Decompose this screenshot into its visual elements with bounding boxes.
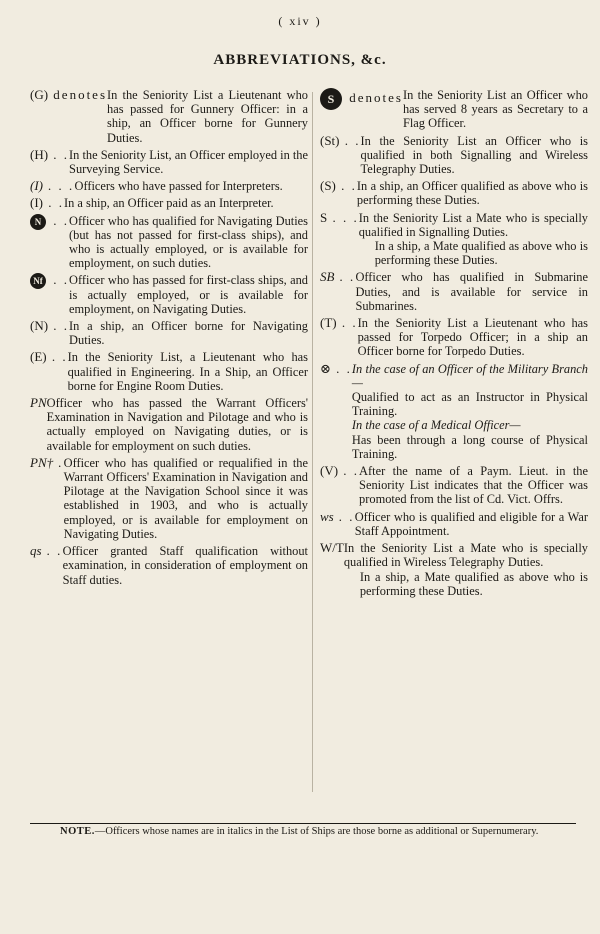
leader-dots: . xyxy=(53,454,64,470)
abbreviation-entry xyxy=(30,350,308,393)
abbreviation-symbol xyxy=(30,148,69,176)
leader-dots: . . xyxy=(336,315,358,331)
description-paragraph: Officer who has qualified for Navigating Duties (but has not passed for first-class ships), and who is actually employed, or is available for employment, on such duties. xyxy=(69,213,308,271)
circled-symbol: S xyxy=(320,88,342,110)
description-paragraph: In the Seniority List a Mate who is specially qualified in Signalling Duties. xyxy=(358,210,588,239)
leader-dots: . . xyxy=(330,360,352,376)
abbreviation-entry xyxy=(30,396,308,453)
leader-dots: . . xyxy=(41,543,63,559)
description-paragraph: Qualified to act as an Instructor in Physical Training. xyxy=(351,390,588,419)
footnote-rule xyxy=(30,823,576,824)
column-divider xyxy=(312,92,313,792)
abbreviation-symbol xyxy=(320,270,355,313)
leader-dots: . . xyxy=(48,272,69,288)
abbreviation-description xyxy=(355,270,588,313)
abbreviation-symbol xyxy=(320,362,352,461)
abbreviation-symbol xyxy=(320,179,357,207)
description-paragraph: Officer granted Staff qualification without examination, in consideration of employment on Staff duties. xyxy=(62,544,308,587)
abbreviation-description xyxy=(47,396,308,453)
abbreviation-description xyxy=(355,510,588,538)
abbreviation-description xyxy=(361,134,589,177)
leader-dots: denotes xyxy=(48,87,108,102)
leader-dots: . . xyxy=(48,212,69,228)
page-number: ( xiv ) xyxy=(278,14,322,28)
symbol-text: (G) xyxy=(30,87,49,102)
abbreviation-entry xyxy=(320,541,588,598)
symbol-text: (H) xyxy=(30,146,49,162)
abbreviation-symbol xyxy=(30,456,64,541)
leader-dots: . . xyxy=(43,195,64,211)
abbreviation-description xyxy=(344,541,588,598)
right-column xyxy=(320,88,588,601)
abbreviation-description xyxy=(358,316,588,359)
description-paragraph: In a ship, an Officer borne for Navigating Duties. xyxy=(69,319,308,348)
footnote xyxy=(60,826,560,838)
symbol-text: SB xyxy=(320,269,335,285)
leader-dots: . . . xyxy=(43,178,75,194)
description-paragraph: Officer who is qualified and eligible for a War Staff Appointment. xyxy=(354,509,588,538)
description-paragraph: Officers who have passed for Interpreters. xyxy=(74,179,283,194)
description-paragraph: Officer who has qualified in Submarine Duties, and is available for service in Submarines. xyxy=(355,270,588,313)
leader-dots: . . xyxy=(48,146,70,162)
abbreviation-description xyxy=(69,148,308,176)
abbreviation-description xyxy=(68,350,308,393)
abbreviation-description xyxy=(69,319,308,347)
leader-dots: . . xyxy=(339,132,361,148)
abbreviation-symbol xyxy=(320,510,355,538)
symbol-text: ⊗ xyxy=(320,360,331,376)
symbol-text: W/T xyxy=(320,540,344,556)
abbreviation-entry xyxy=(30,88,308,145)
abbreviation-symbol xyxy=(30,396,47,453)
abbreviation-symbol xyxy=(30,179,75,193)
abbreviation-description xyxy=(403,88,588,131)
abbreviation-symbol xyxy=(30,273,69,316)
footnote-text: —Officers whose names are in italics in the List of Ships are those borne as additional or Supernumerary. xyxy=(94,826,539,837)
abbreviation-description xyxy=(75,179,309,193)
abbreviation-entry xyxy=(30,148,308,176)
description-paragraph: In the Seniority List, an Officer employed in the Surveying Service. xyxy=(69,147,308,177)
description-paragraph: Officer who has passed for first-class ships, and is actually employed, or is available for employment, on Navigating Duties. xyxy=(69,273,308,316)
symbol-text: S xyxy=(320,209,328,225)
abbreviation-description xyxy=(357,179,588,207)
description-paragraph: Has been through a long course of Physical Training. xyxy=(351,432,588,461)
symbol-text: (I) xyxy=(30,178,43,194)
abbreviation-symbol xyxy=(320,134,361,177)
description-paragraph: In the case of a Medical Officer— xyxy=(351,418,521,433)
description-paragraph: In a ship, a Mate qualified as above who is performing these Duties. xyxy=(374,239,588,268)
symbol-text: PN xyxy=(30,395,47,411)
description-paragraph: In the Seniority List a Lieutenant who has passed for Gunnery Officer: in a ship, an Officer borne for Gunnery Duties. xyxy=(107,88,308,145)
abbreviation-description xyxy=(107,88,308,145)
symbol-text: (I) xyxy=(30,195,43,211)
abbreviation-symbol xyxy=(30,88,107,145)
symbol-text: (T) xyxy=(320,315,337,331)
abbreviation-description xyxy=(69,273,308,316)
abbreviation-symbol xyxy=(320,211,359,268)
description-paragraph: In the Seniority List a Lieutenant who has passed for Torpedo Officer; in a ship an Officer borne for Torpedo Duties. xyxy=(357,316,588,359)
abbreviation-entry xyxy=(30,319,308,347)
abbreviation-entry xyxy=(320,270,588,313)
leader-dots: . . . xyxy=(327,209,359,225)
abbreviation-symbol xyxy=(320,541,344,598)
symbol-text: (St) xyxy=(320,132,340,148)
circled-symbol: Nf xyxy=(30,273,46,289)
description-paragraph: After the name of a Paym. Lieut. in the Seniority List indicates that the Officer was promoted from the list of Cd. Vict. Offrs. xyxy=(359,464,588,507)
abbreviation-symbol xyxy=(320,316,358,359)
page-title: ABBREVIATIONS, &c. xyxy=(213,52,387,68)
circled-symbol: N xyxy=(30,214,46,230)
symbol-text: (N) xyxy=(30,318,49,334)
abbreviation-description xyxy=(352,362,588,461)
symbol-text: (E) xyxy=(30,349,47,365)
description-paragraph: In the case of an Officer of the Military Branch— xyxy=(351,361,588,390)
abbreviation-entry xyxy=(320,211,588,268)
abbreviation-symbol xyxy=(320,464,359,507)
abbreviation-entry xyxy=(30,179,308,193)
abbreviation-entry xyxy=(30,273,308,316)
abbreviation-description xyxy=(64,196,308,210)
abbreviation-entry xyxy=(30,214,308,271)
symbol-text: (V) xyxy=(320,463,339,479)
leader-dots: . . xyxy=(48,318,70,334)
abbreviation-symbol xyxy=(30,319,69,347)
description-paragraph: In the Seniority List a Mate who is specially qualified in Wireless Telegraphy Duties. xyxy=(343,541,588,570)
abbreviation-symbol xyxy=(30,214,69,271)
description-paragraph: In a ship, an Officer qualified as above who is performing these Duties. xyxy=(356,179,588,208)
abbreviation-description xyxy=(63,544,308,587)
abbreviation-entry xyxy=(320,88,588,131)
abbreviation-symbol xyxy=(30,350,68,393)
abbreviation-entry xyxy=(320,179,588,207)
symbol-text: PN† xyxy=(30,454,54,470)
description-paragraph: In the Seniority List an Officer who is qualified in both Signalling and Wireless Telegraphy Duties. xyxy=(360,133,588,177)
abbreviation-description xyxy=(69,214,308,271)
leader-dots: . . xyxy=(338,463,360,479)
description-paragraph: In a ship, an Officer paid as an Interpreter. xyxy=(64,196,274,211)
abbreviation-entry xyxy=(320,134,588,177)
abbreviation-symbol xyxy=(30,196,64,210)
description-paragraph: Officer who has passed the Warrant Officers' Examination in Navigation and Pilotage and who is actually employed on Navigating duties, or is available for employment on such duties. xyxy=(46,396,308,453)
abbreviation-description xyxy=(359,211,588,268)
abbreviation-description xyxy=(64,456,308,541)
abbreviation-entry xyxy=(320,464,588,507)
description-paragraph: In the Seniority List, a Lieutenant who has qualified in Engineering. In a Ship, an Officer borne for Engine Room Duties. xyxy=(67,350,308,393)
abbreviation-entry xyxy=(30,456,308,541)
leader-dots: . . xyxy=(335,178,357,194)
abbreviation-entry xyxy=(320,316,588,359)
description-paragraph: In the Seniority List an Officer who has served 8 years as Secretary to a Flag Officer. xyxy=(402,88,588,131)
abbreviation-entry xyxy=(320,510,588,538)
abbreviation-description xyxy=(359,464,588,507)
symbol-text: qs xyxy=(30,543,42,559)
symbol-text: (S) xyxy=(320,178,336,194)
abbreviation-symbol xyxy=(30,544,63,587)
abbreviation-entry xyxy=(30,196,308,210)
abbreviation-symbol xyxy=(320,88,403,131)
leader-dots: . . xyxy=(46,349,68,365)
description-paragraph: Officer who has qualified or requalified in the Warrant Officers' Examination in Navigation and Pilotage at the Navigation School since it was established in 1903, and who is actually employed, or is available for employment on Navigating Duties. xyxy=(63,455,308,541)
symbol-text: ws xyxy=(320,508,334,524)
leader-dots: . . xyxy=(333,508,355,524)
left-column xyxy=(30,88,308,590)
abbreviation-entry xyxy=(30,544,308,587)
description-paragraph: In a ship, a Mate qualified as above who is performing these Duties. xyxy=(359,569,588,598)
leader-dots: . . xyxy=(334,269,356,285)
footnote-label: NOTE. xyxy=(60,826,95,837)
leader-dots: denotes xyxy=(344,89,403,105)
abbreviation-entry xyxy=(320,362,588,461)
